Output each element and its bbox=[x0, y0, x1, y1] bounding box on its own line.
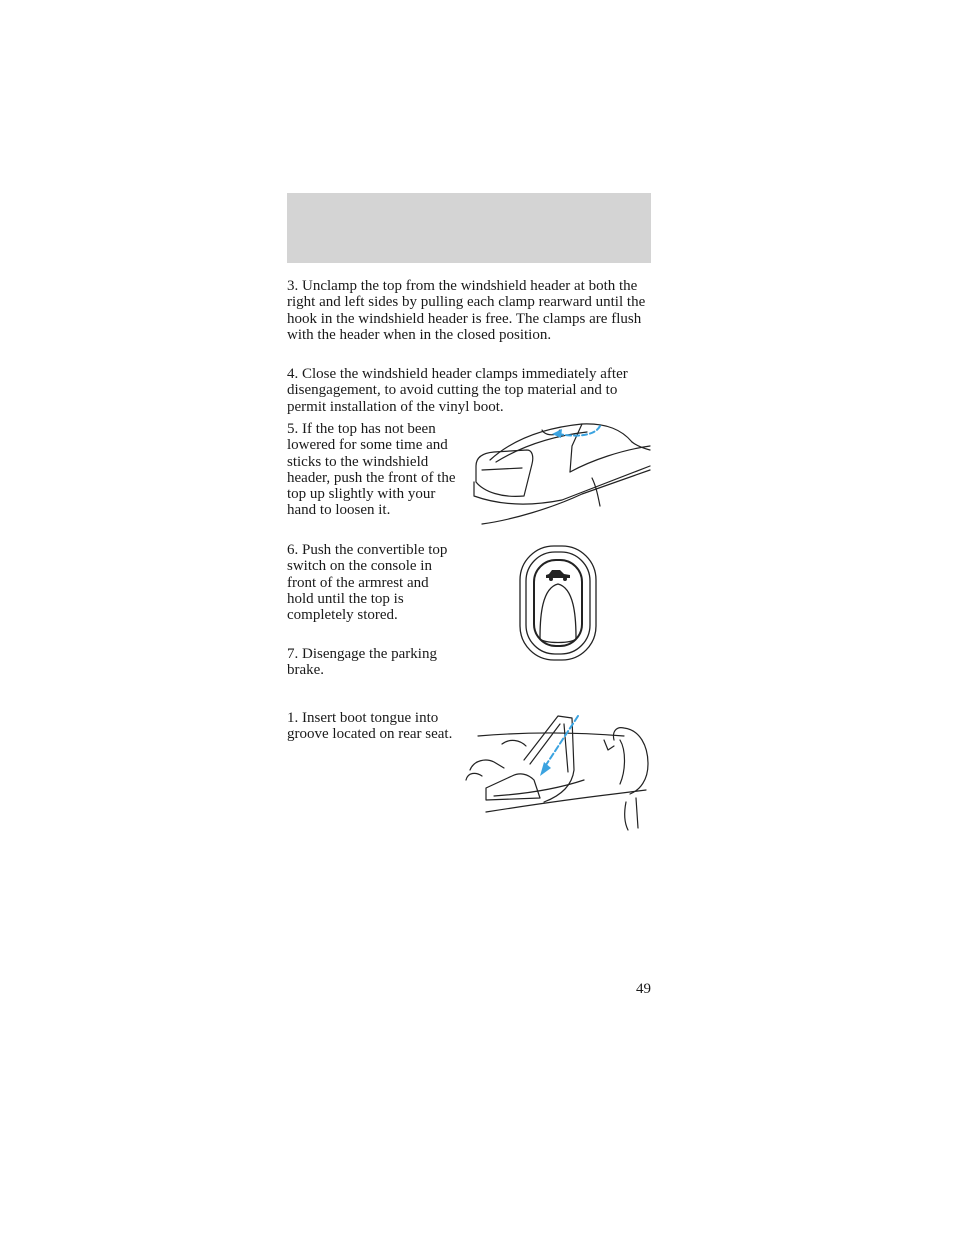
convertible-top-switch-icon bbox=[518, 544, 598, 662]
step-4-text: 4. Close the windshield header clamps immediately after disengagement, to avoid cutting the top material and to permit installation of the vinyl boot. bbox=[287, 366, 628, 415]
page-number: 49 bbox=[636, 981, 651, 997]
car-top-push-illustration bbox=[472, 420, 654, 530]
step-6-text: 6. Push the convertible top switch on the console in front of the armrest and hold until the top is completely stored. bbox=[287, 542, 448, 624]
boot-tongue-insert-illustration bbox=[464, 710, 654, 834]
step-3-text: 3. Unclamp the top from the windshield header at both the right and left sides by pulling each clamp rearward until the hook in the windshield header is free. The clamps are flush with the header when in the closed position. bbox=[287, 278, 646, 343]
step-7-text: 7. Disengage the parking brake. bbox=[287, 646, 437, 679]
step-5-text: 5. If the top has not been lowered for some time and sticks to the windshield header, push the front of the top up slightly with your hand to loosen it. bbox=[287, 421, 456, 519]
boot-step-1-text: 1. Insert boot tongue into groove located on rear seat. bbox=[287, 710, 453, 743]
section-header-bar bbox=[287, 193, 651, 263]
